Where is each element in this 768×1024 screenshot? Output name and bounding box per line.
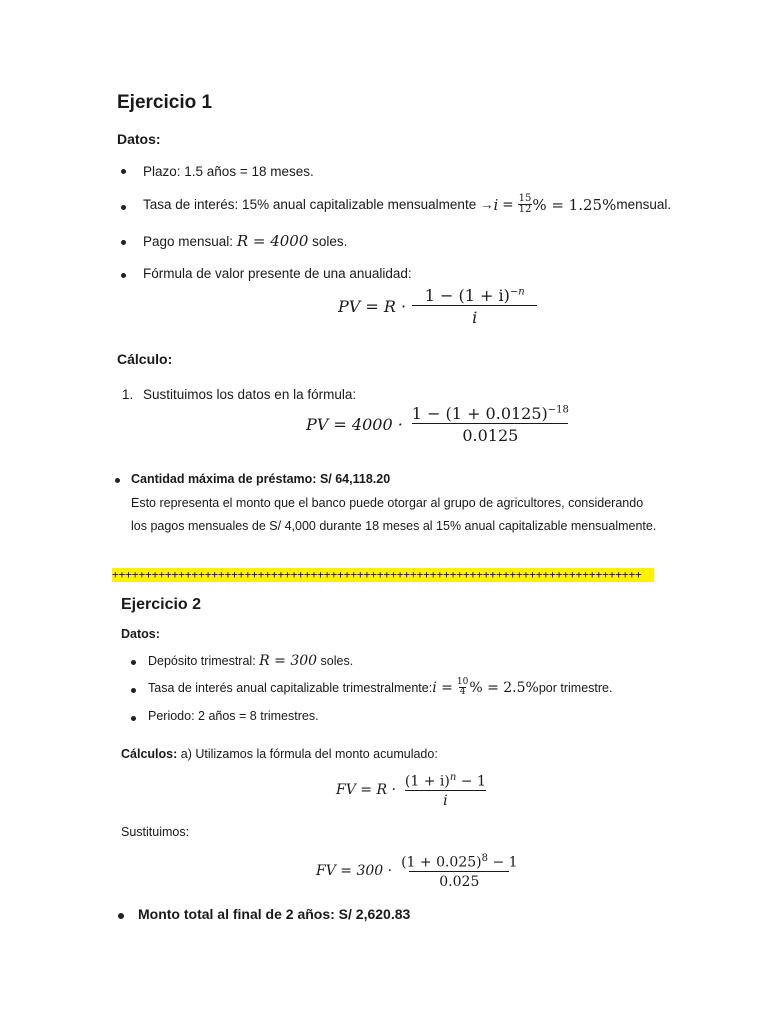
bullet xyxy=(131,688,136,693)
tasa-percent: % = 1.25% xyxy=(532,195,617,214)
calculo-heading: Cálculo: xyxy=(117,351,173,367)
explanation-line-1: Esto representa el monto que el banco puede otorgar al grupo de agricultores, considerando xyxy=(131,496,644,510)
ejercicio-1-title: Ejercicio 1 xyxy=(117,92,213,113)
i-symbol: i xyxy=(493,195,499,214)
calculos-line: Cálculos: a) Utilizamos la fórmula del monto acumulado: xyxy=(121,747,438,761)
bullet xyxy=(131,716,136,721)
bullet xyxy=(121,273,126,278)
periodo-item: Periodo: 2 años = 8 trimestres. xyxy=(148,709,319,723)
explanation-line-2: los pagos mensuales de S/ 4,000 durante 18 meses al 15% anual capitalizable mensualmente. xyxy=(131,519,657,533)
formula-fv-substituted: FV = 300 · $\frac{(1 + 0.025)^8 - 1}{0.025}$ xyxy=(316,853,518,890)
tasa-item-2: Tasa de interés anual capitalizable trimestralmente: i = $\frac{10}{4}$ % = 2.5% por trimestre. xyxy=(148,677,613,697)
bullet xyxy=(115,478,120,483)
tasa-fraction-2: $\frac{10}{4}$ xyxy=(456,677,469,697)
bullet xyxy=(121,205,126,210)
plazo-item: Plazo: 1.5 años = 18 meses. xyxy=(143,164,314,179)
ejercicio-2-title: Ejercicio 2 xyxy=(121,596,202,613)
formula-pv: PV = R · $\frac{1 - (1 + i)^{-n}}{i}$ xyxy=(338,286,537,327)
step-text: Sustituimos los datos en la fórmula: xyxy=(143,387,357,402)
tasa-item: Tasa de interés: 15% anual capitalizable mensualmente → i = $\frac{15}{12}$ % = 1.25% mensual. xyxy=(143,193,672,215)
formula-fv: FV = R · $\frac{(1 + i)^n - 1}{i}$ xyxy=(336,772,486,809)
pago-math: R = 4000 xyxy=(236,232,309,250)
bullet xyxy=(131,660,136,665)
result-1: Cantidad máxima de préstamo: S/ 64,118.20 xyxy=(131,472,391,486)
step-number: 1. xyxy=(122,387,134,402)
highlighted-separator: ++++++++++++++++++++++++++++++++++++++++++++++++++++++++++++++++++++++++++++++++ xyxy=(112,568,654,582)
result-2: Monto total al final de 2 años: S/ 2,620.83 xyxy=(138,906,411,922)
pago-item: Pago mensual: R = 4000 soles. xyxy=(143,232,348,250)
formula-intro: Fórmula de valor presente de una anualidad: xyxy=(143,266,412,281)
tasa-text: Tasa de interés: 15% anual capitalizable mensualmente → xyxy=(143,197,494,212)
tasa-fraction: $\frac{15}{12}$ xyxy=(518,193,532,215)
bullet xyxy=(121,240,126,245)
formula-pv-substituted: PV = 4000 · $\frac{1 - (1 + 0.0125)^{-18}}{0.0125}$ xyxy=(306,404,569,445)
datos-heading-1: Datos: xyxy=(117,131,161,147)
deposito-math: R = 300 xyxy=(259,653,318,669)
sustituimos-label: Sustituimos: xyxy=(121,825,190,839)
deposito-item: Depósito trimestral: R = 300 soles. xyxy=(148,653,354,669)
datos-heading-2: Datos: xyxy=(121,627,160,641)
bullet xyxy=(118,913,124,919)
bullet xyxy=(121,169,126,174)
